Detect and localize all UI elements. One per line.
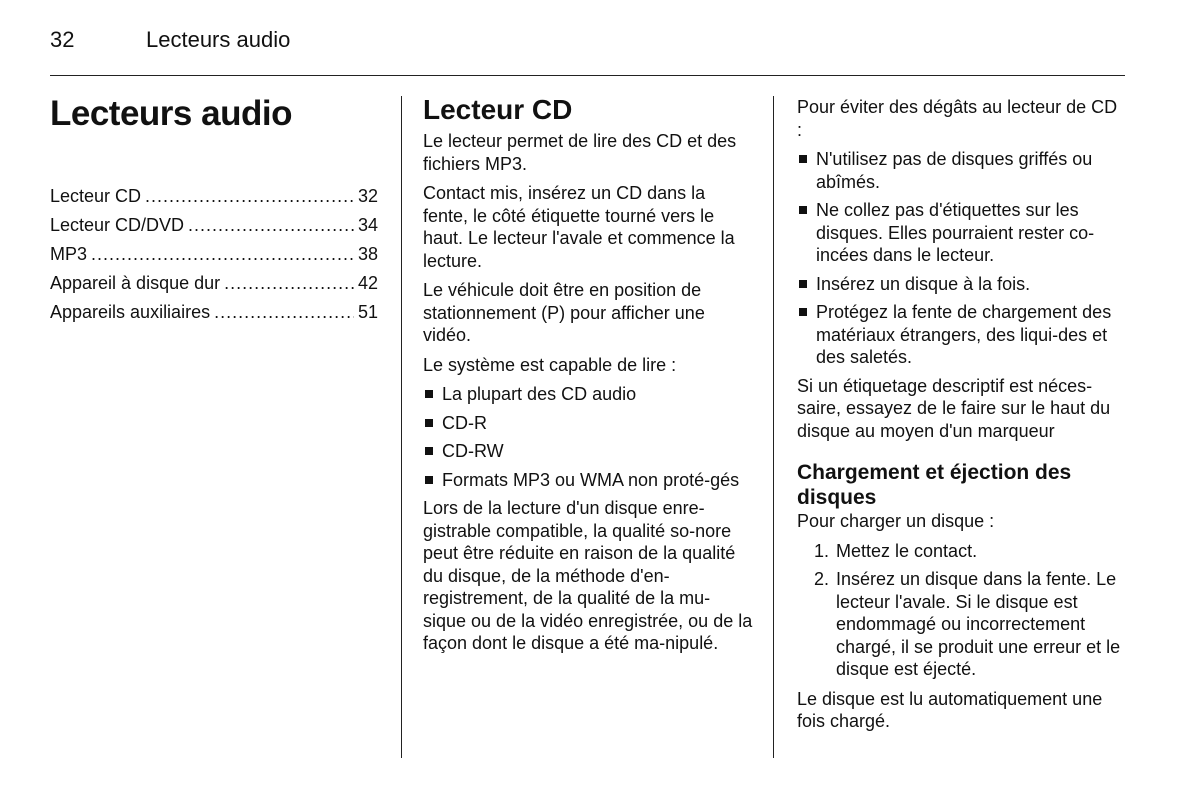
bullet-item: CD-RW — [423, 440, 753, 463]
chapter-title: Lecteurs audio — [50, 94, 292, 133]
bullet-list — [797, 148, 1127, 369]
toc-item[interactable] — [50, 214, 378, 243]
paragraph: Pour charger un disque : — [797, 511, 995, 531]
column-lecteur-cd — [423, 94, 753, 662]
paragraph: Le véhicule doit être en position de stationnement (P) pour afficher une vidéo. — [423, 280, 705, 345]
toc-page: 34 — [357, 215, 378, 235]
section-title: Lecteur CD — [423, 94, 573, 125]
toc-page: 51 — [357, 302, 378, 322]
step-text: Insérez un disque dans la fente. Le lecteur l'avale. Si le disque est endommagé ou incorrectement chargé, il se produit une erreur et le disque est éjecté. — [836, 569, 1121, 679]
toc-label: Appareils auxiliaires — [50, 302, 211, 322]
header-rule — [50, 75, 1125, 76]
step-number: 1. — [813, 540, 829, 561]
step-text: Mettez le contact. — [836, 540, 978, 561]
page-header — [50, 26, 290, 54]
bullet-item: Insérez un disque à la fois. — [797, 273, 1127, 296]
table-of-contents — [50, 185, 378, 330]
paragraph: Pour éviter des dégâts au lecteur de CD : — [797, 97, 1118, 140]
toc-leader — [214, 301, 354, 324]
toc-label: Lecteur CD/DVD — [50, 215, 185, 235]
paragraph: Le disque est lu automatiquement une fois chargé. — [797, 688, 1103, 731]
toc-label: Appareil à disque dur — [50, 273, 221, 293]
step-number: 2. — [813, 569, 829, 589]
toc-item[interactable] — [50, 243, 378, 272]
paragraph: Le lecteur permet de lire des CD et des fichiers MP3. — [423, 131, 737, 174]
bullet-item: La plupart des CD audio — [423, 383, 753, 406]
bullet-item: N'utilisez pas de disques griffés ou abîmés. — [797, 148, 1127, 193]
column-divider-1 — [401, 96, 402, 758]
paragraph: Si un étiquetage descriptif est néces-saire, essayez de le faire sur le haut du disque au moyen d'un marqueur — [797, 375, 1111, 441]
toc-label: Lecteur CD — [50, 186, 142, 206]
toc-item[interactable] — [50, 301, 378, 330]
bullet-item: CD-R — [423, 412, 753, 435]
bullet-list — [423, 383, 753, 491]
toc-leader — [145, 185, 354, 208]
toc-label: MP3 — [50, 244, 88, 264]
step-item — [797, 568, 1127, 681]
paragraph: Le système est capable de lire : — [423, 354, 677, 375]
bullet-item: Formats MP3 ou WMA non proté-gés — [423, 469, 753, 492]
bullet-item: Ne collez pas d'étiquettes sur les disques. Elles pourraient rester co-incées dans le lecteur. — [797, 199, 1127, 267]
column-precautions — [797, 96, 1127, 740]
subsection-title: Chargement et éjection des disques — [797, 461, 1072, 509]
paragraph: Contact mis, insérez un CD dans la fente, le côté étiquette tourné vers le haut. Le lecteur l'avale et commence la lecture. — [423, 183, 735, 271]
header-section-title: Lecteurs audio — [146, 27, 291, 52]
paragraph: Lors de la lecture d'un disque enre-gistrable compatible, la qualité so-nore peut être réduite en raison de la qualité du disque, de la méthode d'en-registrement, de la qualité de la mu-sique ou de la vidéo enregistrée, ou de la façon dont le disque a été ma-nipulé. — [423, 498, 753, 653]
column-contents — [50, 92, 378, 330]
step-item — [797, 540, 1127, 563]
toc-leader — [91, 243, 354, 266]
toc-leader — [188, 214, 354, 237]
toc-leader — [224, 272, 354, 295]
toc-page: 32 — [357, 186, 378, 206]
column-divider-2 — [773, 96, 774, 758]
bullet-item: Protégez la fente de chargement des matériaux étrangers, des liqui-des et des saletés. — [797, 301, 1127, 369]
toc-page: 42 — [357, 273, 378, 293]
numbered-steps — [797, 540, 1127, 681]
toc-page: 38 — [357, 244, 378, 264]
toc-item[interactable] — [50, 272, 378, 301]
toc-item[interactable] — [50, 185, 378, 214]
page-number: 32 — [50, 27, 75, 52]
